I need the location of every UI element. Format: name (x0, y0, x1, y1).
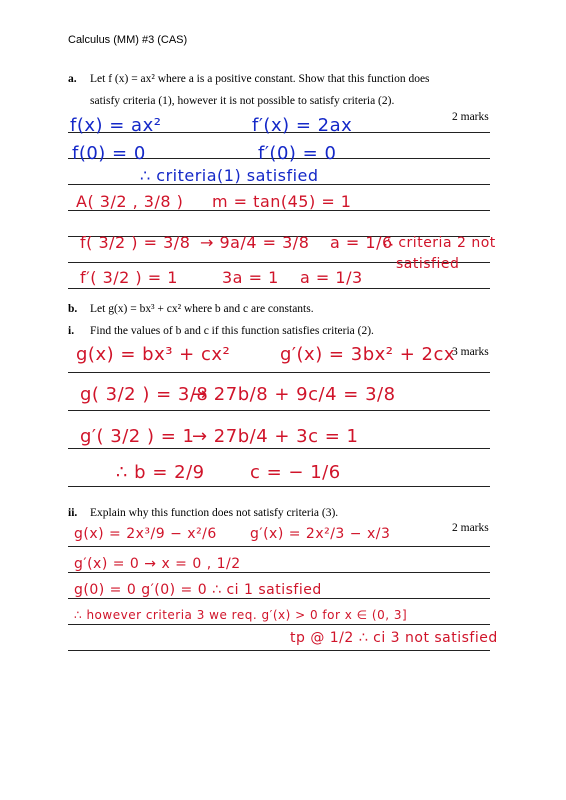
handwriting-b-i: → 27b/8 + 9c/4 = 3/8 (192, 384, 396, 405)
handwriting-a: a = 1/6 (330, 233, 393, 252)
handwriting-b-i: g( 3/2 ) = 3/8 (80, 384, 209, 405)
question-b-i-text: Find the values of b and c if this function satisfies criteria (2). (90, 325, 374, 337)
handwriting-a: m = tan(45) = 1 (212, 192, 352, 211)
question-b-text: Let g(x) = bx³ + cx² where b and c are constants. (90, 303, 314, 315)
handwriting-a: f(x) = ax² (70, 115, 162, 136)
handwriting-b-ii: tp @ 1/2 ∴ ci 3 not satisfied (290, 630, 498, 646)
marks-a: 2 marks (452, 111, 489, 123)
handwriting-a: f( 3/2 ) = 3/8 (80, 233, 191, 252)
question-b-ii-label: ii. (68, 507, 78, 519)
page-header: Calculus (MM) #3 (CAS) (68, 34, 188, 46)
handwriting-a: f(0) = 0 (72, 143, 146, 164)
answer-line (68, 448, 490, 449)
answer-line (68, 624, 490, 625)
handwriting-a: f′(0) = 0 (258, 143, 337, 164)
handwriting-b-i: g(x) = bx³ + cx² (76, 344, 231, 365)
handwriting-b-i: → 27b/4 + 3c = 1 (192, 426, 359, 447)
handwriting-a: 3a = 1 (222, 268, 279, 287)
answer-line (68, 546, 490, 547)
handwriting-b-ii: g(x) = 2x³/9 − x²/6 (74, 526, 217, 542)
question-a-line1: Let f (x) = ax² where a is a positive constant. Show that this function does (90, 73, 430, 85)
question-a-label: a. (68, 73, 77, 85)
question-b-ii-text: Explain why this function does not satisfy criteria (3). (90, 507, 339, 519)
question-a (68, 72, 430, 86)
handwriting-a: satisfied (396, 256, 460, 272)
handwriting-a: → 9a/4 = 3/8 (200, 233, 310, 252)
answer-line (68, 372, 490, 373)
answer-line (68, 572, 490, 573)
answer-line (68, 486, 490, 487)
handwriting-a: ∴ criteria 2 not (384, 235, 496, 251)
answer-line (68, 650, 490, 651)
handwriting-b-i: g′(x) = 3bx² + 2cx (280, 344, 456, 365)
handwriting-b-i: g′( 3/2 ) = 1 (80, 426, 195, 447)
handwriting-a: f′(x) = 2ax (252, 115, 353, 136)
handwriting-a: a = 1/3 (300, 268, 363, 287)
marks-b-i: 3 marks (452, 346, 489, 358)
handwriting-b-ii: g(0) = 0 g′(0) = 0 ∴ ci 1 satisfied (74, 582, 322, 598)
marks-b-ii: 2 marks (452, 522, 489, 534)
handwriting-b-ii: ∴ however criteria 3 we req. g′(x) > 0 for x ∈ (0, 3] (74, 608, 408, 622)
handwriting-a: A( 3/2 , 3/8 ) (76, 192, 184, 211)
handwriting-b-i: ∴ b = 2/9 (116, 462, 205, 483)
handwriting-b-ii: g′(x) = 0 → x = 0 , 1/2 (74, 556, 241, 572)
handwriting-b-i: c = − 1/6 (250, 462, 341, 483)
question-b-ii (68, 506, 338, 520)
answer-line (68, 410, 490, 411)
question-b-label: b. (68, 303, 78, 315)
handwriting-a: f′( 3/2 ) = 1 (80, 268, 178, 287)
answer-line (68, 288, 490, 289)
handwriting-a: ∴ criteria(1) satisfied (140, 166, 319, 185)
answer-line (68, 598, 490, 599)
handwriting-b-ii: g′(x) = 2x²/3 − x/3 (250, 526, 391, 542)
question-a-line2: satisfy criteria (1), however it is not possible to satisfy criteria (2). (90, 95, 395, 107)
question-b-i (68, 324, 374, 338)
question-b (68, 302, 314, 316)
question-b-i-label: i. (68, 325, 75, 337)
